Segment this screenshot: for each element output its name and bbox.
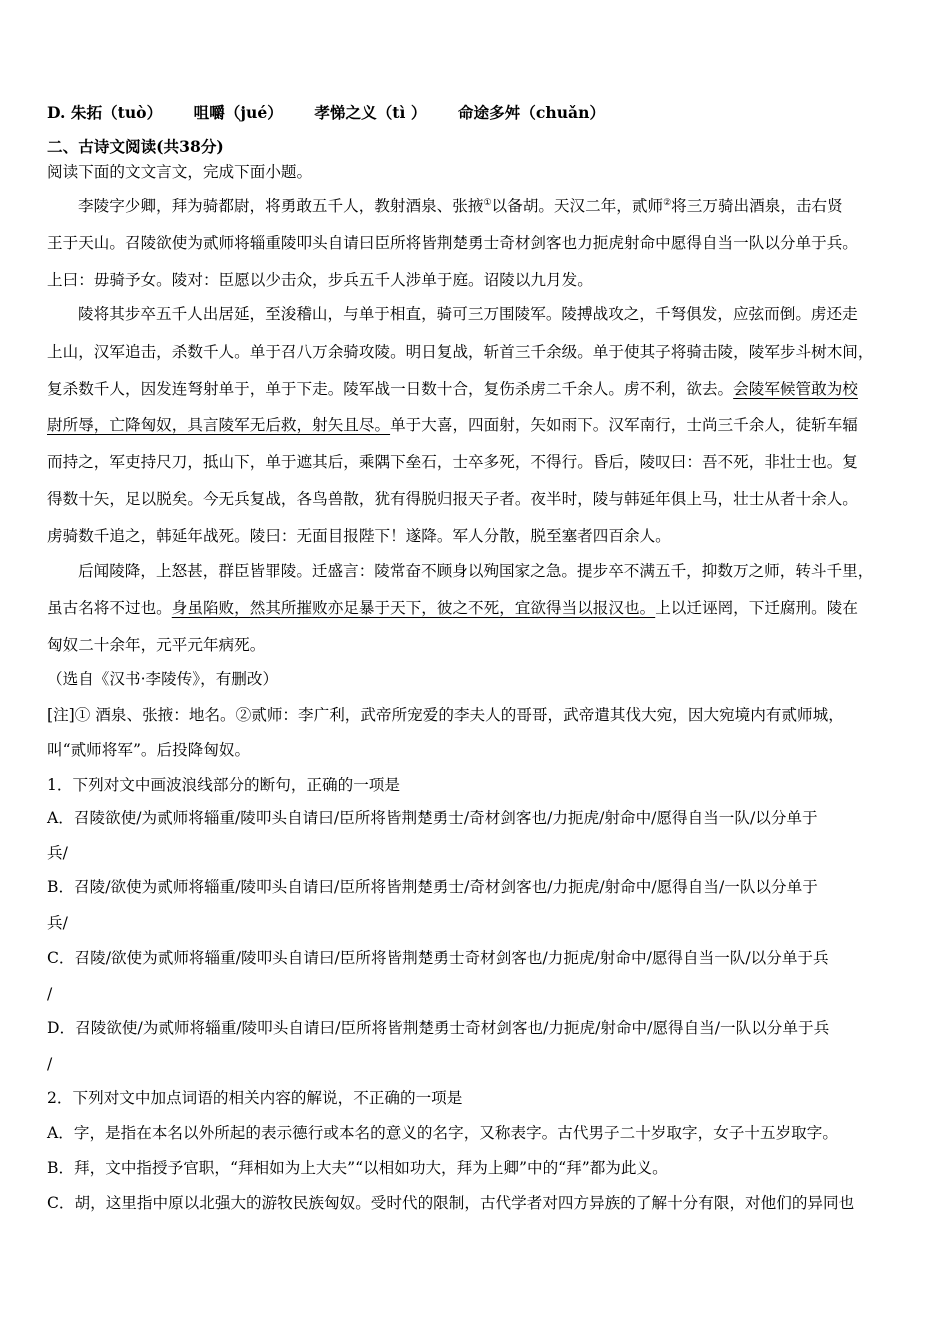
text-span: 单于大喜，四面射，矢如雨下。汉军南行，士尚三千余人，徒斩车辐	[390, 416, 858, 434]
passage-p1-line3: 上曰：毋骑予女。陵对：臣愿以少击众，步兵五千人涉单于庭。诏陵以九月发。	[47, 271, 593, 289]
passage-p2-line6: 得数十矢，足以脱矣。今无兵复战，各鸟兽散，犹有得脱归报天子者。夜半时，陵与韩延年俱上马，壮士从者十余人。	[47, 490, 858, 508]
passage-p2-line7: 虏骑数千追之，韩延年战死。陵曰：无面目报陛下！遂降。军人分散，脱至塞者四百余人。	[47, 527, 671, 545]
passage-p2-line5: 而持之，军吏持尺刀，抵山下，单于遮其后，乘隅下垒石，士卒多死，不得行。昏后，陵叹曰：吾不死，非壮士也。复	[47, 453, 858, 471]
question-2-option-b: B．拜，文中指授予官职，“拜相如为上大夫”“以相如功大，拜为上卿”中的“拜”都为此义。	[47, 1159, 668, 1177]
passage-p3-line2	[47, 598, 909, 618]
underlined-sentence: 尉所辱，亡降匈奴，具言陵军无后救，射矢且尽。	[47, 416, 391, 434]
question-1-option-a-cont: 兵/	[47, 844, 68, 862]
passage-p3-line1: 后闻陵降，上怒甚，群臣皆罪陵。迁盛言：陵常奋不顾身以殉国家之急。提步卒不满五千，抑数万之师，转斗千里，	[78, 562, 874, 580]
section-intro: 阅读下面的文文言文，完成下面小题。	[47, 163, 313, 181]
text-span: 复杀数千人，因发连弩射单于，单于下走。陵军战一日数十合，复伤杀虏二千余人。虏不利，欲去。	[47, 380, 734, 398]
question-2-option-c: C．胡，这里指中原以北强大的游牧民族匈奴。受时代的限制，古代学者对四方异族的了解十分有限，对他们的异同也	[47, 1194, 855, 1212]
passage-p2-line3	[47, 379, 909, 399]
option-d-label: D.	[47, 103, 66, 122]
underlined-sentence: 身虽陷败，然其所摧败亦足暴于天下，彼之不死，宜欲得当以报汉也。	[171, 599, 656, 617]
footnote-marker-2: ②	[663, 197, 672, 208]
footnote-marker-1: ①	[483, 197, 492, 208]
notes-line1: [注]① 酒泉、张掖：地名。②贰师：李广利，武帝所宠爱的李夫人的哥哥，武帝遣其伐大宛，因大宛境内有贰师城，	[47, 706, 844, 724]
question-1-option-a: A．召陵欲使/为贰师将辎重/陵叩头自请曰/臣所将皆荆楚勇士/奇材剑客也/力扼虎/射命中/愿得自当一队/以分单于	[47, 809, 818, 827]
passage-p2-line1: 陵将其步卒五千人出居延，至浚稽山，与单于相直，骑可三万围陵军。陵搏战攻之，千弩俱发，应弦而倒。虏还走	[78, 305, 858, 323]
question-1-option-d-cont: /	[47, 1055, 53, 1073]
question-1-stem: 1．下列对文中画波浪线部分的断句，正确的一项是	[47, 776, 400, 794]
passage-p2-line4	[47, 415, 909, 435]
option-d-word-3: 孝悌之义（tì ）	[314, 103, 427, 122]
passage-p2-line2: 上山，汉军追击，杀数千人。单于召八万余骑攻陵。明日复战，斩首三千余级。单于使其子将骑击陵，陵军步斗树木间，	[47, 343, 874, 361]
option-d-word-4: 命途多舛（chuǎn）	[457, 103, 606, 122]
passage-source: （选自《汉书·李陵传》，有删改）	[47, 670, 279, 688]
option-d-word-1: 朱拓（tuò）	[70, 103, 163, 122]
text-span: 李陵字少卿，拜为骑都尉，将勇敢五千人，教射酒泉、张掖	[78, 197, 484, 215]
section-heading: 二、古诗文阅读(共38分)	[47, 137, 224, 156]
text-span: 上以迁诬罔，下迁腐刑。陵在	[655, 599, 858, 617]
option-d-word-2: 咀嚼（jué）	[193, 103, 283, 122]
text-span: 虽古名将不过也。	[47, 599, 172, 617]
passage-p3-line3: 匈奴二十余年，元平元年病死。	[47, 636, 266, 654]
question-1-option-b-cont: 兵/	[47, 914, 68, 932]
text-span: 将三万骑出酒泉，击右贤	[671, 197, 843, 215]
question-2-stem: 2．下列对文中加点词语的相关内容的解说，不正确的一项是	[47, 1089, 463, 1107]
notes-line2: 叫“贰师将军”。后投降匈奴。	[47, 741, 251, 759]
option-d-line	[47, 103, 909, 123]
question-1-option-b: B．召陵/欲使为贰师将辎重/陵叩头自请曰/臣所将皆荆楚勇士/奇材剑客也/力扼虎/射命中/愿得自当/一队以分单于	[47, 878, 818, 896]
passage-p1-line1	[78, 196, 909, 216]
underlined-sentence: 会陵军候管敢为校	[733, 380, 858, 398]
text-span: 以备胡。天汉二年，贰师	[491, 197, 664, 215]
question-2-option-a: A．字，是指在本名以外所起的表示德行或本名的意义的名字，又称表字。古代男子二十岁取字，女子十五岁取字。	[47, 1124, 838, 1142]
question-1-option-c-cont: /	[47, 985, 53, 1003]
question-1-option-c: C．召陵/欲使为贰师将辎重/陵叩头自请曰/臣所将皆荆楚勇士奇材剑客也/力扼虎/射命中/愿得自当一队/以分单于兵	[47, 949, 829, 967]
passage-p1-line2: 王于天山。召陵欲使为贰师将辎重陵叩头自请曰臣所将皆荆楚勇士奇材剑客也力扼虎射命中愿得自当一队以分单于兵。	[47, 234, 858, 252]
question-1-option-d: D．召陵欲使/为贰师将辎重/陵叩头自请曰/臣所将皆荆楚勇士奇材剑客也/力扼虎/射命中/愿得自当/一队以分单于兵	[47, 1019, 830, 1037]
